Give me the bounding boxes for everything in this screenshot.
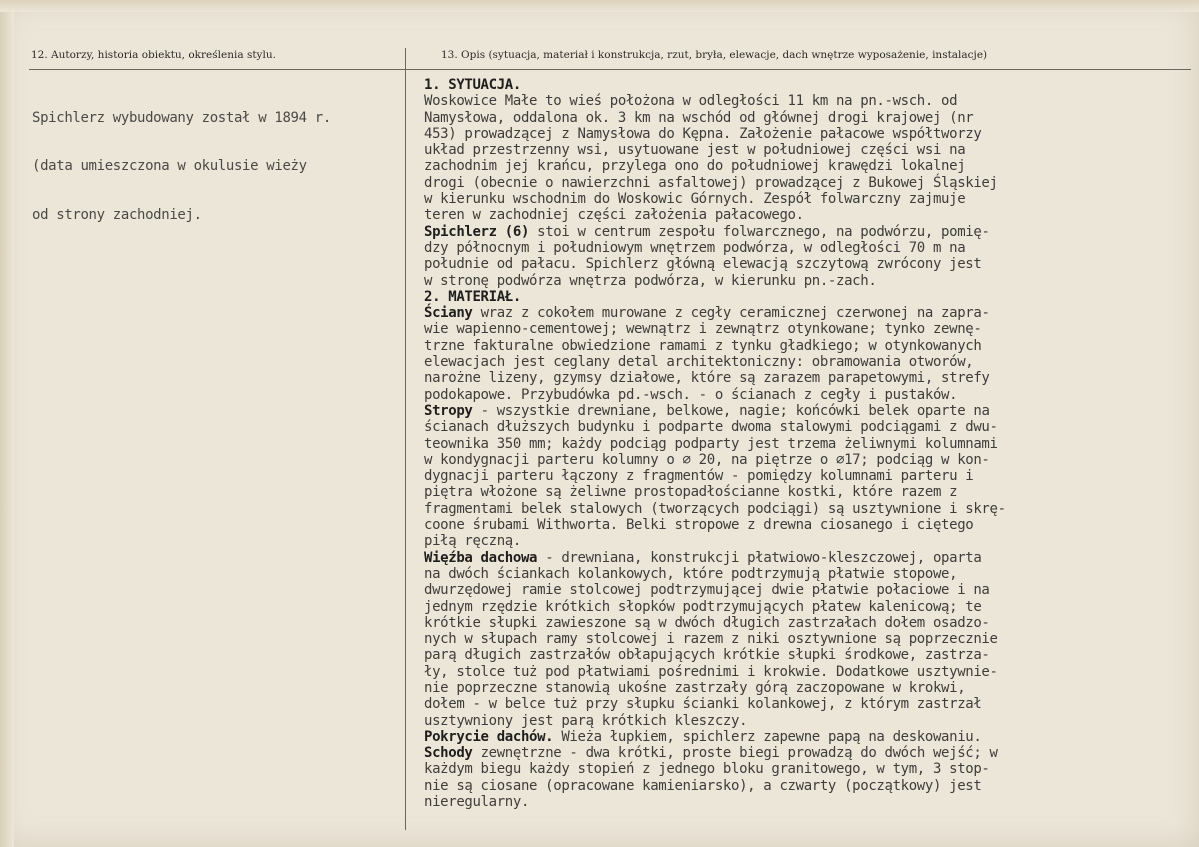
description-keyword: Pokrycie dachów.: [424, 728, 554, 745]
description-line: [424, 517, 1184, 533]
description-line: [424, 550, 1184, 566]
description-run: narożne lizeny, gzymsy działowe, które są zarazem parapetowymi, strefy: [424, 370, 990, 387]
history-line: od strony zachodniej.: [32, 207, 202, 224]
description-run: każdym biegu każdy stopień z jednego bloku granitowego, w tym, 3 stop-: [424, 761, 990, 778]
description-run: Wieża łupkiem, spichlerz zapewne papą na deskowaniu.: [553, 728, 982, 745]
description-keyword: Spichlerz (6): [424, 223, 530, 240]
description-line: [424, 484, 1184, 500]
description-run: na dwóch ściankach kolankowych, które podtrzymują płatwie stopowe,: [424, 565, 958, 582]
description-run: dzy północnym i południowym wnętrzem podwórza, w odległości 70 m na: [424, 239, 966, 256]
description-run: fragmentami belek stalowych (tworzących podciągi) są usztywnione i skrę-: [424, 500, 1006, 517]
description-line: [424, 664, 1184, 680]
paper-edge-left: [0, 0, 14, 847]
description-line: [424, 778, 1184, 794]
description-line: [424, 240, 1184, 256]
description-line: [424, 647, 1184, 663]
description-line: [424, 501, 1184, 517]
description-line: [424, 436, 1184, 452]
description-run: zewnętrzne - dwa krótki, proste biegi prowadzą do dwóch wejść; w: [472, 745, 998, 762]
description-line: [424, 305, 1184, 321]
description-run: krótkie słupki zawieszone są w dwóch długich zastrzałach dołem osadzo-: [424, 614, 990, 631]
description-run: dołem - w belce tuż przy słupku ścianki kolankowej, z którym zastrzał: [424, 696, 982, 713]
header-authors-history: 12. Autorzy, historia obiektu, określenia stylu.: [31, 49, 276, 61]
description-run: w kierunku wschodnim do Woskowic Górnych. Zespół folwarczny zajmuje: [424, 191, 966, 208]
description-keyword: Więźba dachowa: [424, 549, 538, 566]
description-run: piętra włożone są żeliwne prostopadłościanne kostki, które razem z: [424, 484, 958, 501]
description-run: teren w zachodniej części założenia pałacowego.: [424, 207, 804, 224]
description-line: [424, 794, 1184, 810]
description-run: południe od pałacu. Spichlerz główną elewacją szczytową zwrócony jest: [424, 256, 982, 273]
description-line: [424, 680, 1184, 696]
description-line: [424, 338, 1184, 354]
description-line: [424, 289, 1184, 305]
description-run: stoi w centrum zespołu folwarcznego, na podwórzu, pomię-: [529, 223, 990, 240]
description-run: Woskowice Małe to wieś położona w odległości 11 km na pn.-wsch. od: [424, 93, 958, 110]
description-line: [424, 256, 1184, 272]
description-run: układ przestrzenny wsi, usytuowane jest w południowej części wsi na: [424, 142, 966, 159]
description-run: ścianach dłuższych budynku i podparte dwoma stalowymi podciągami z dwu-: [424, 419, 998, 436]
history-text: [32, 77, 404, 256]
description-run: 453) prowadzącej z Namysłowa do Kępna. Założenie pałacowe współtworzy: [424, 125, 982, 142]
description-line: [424, 142, 1184, 158]
description-line: [424, 582, 1184, 598]
description-run: - wszystkie drewniane, belkowe, nagie; końcówki belek oparte na: [472, 402, 990, 419]
description-line: [424, 321, 1184, 337]
description-line: [424, 468, 1184, 484]
description-line: [424, 533, 1184, 549]
description-line: [424, 191, 1184, 207]
description-run: wie wapienno-cementowej; wewnątrz i zewnątrz otynkowane; tynko zewnę-: [424, 321, 982, 338]
description-line: [424, 566, 1184, 582]
description-run: w kondygnacji parteru kolumny o ∅ 20, na piętrze o ∅17; podciąg w kon-: [424, 451, 990, 468]
description-line: [424, 110, 1184, 126]
description-run: piłą ręczną.: [424, 533, 521, 550]
description-run: nieregularny.: [424, 794, 530, 811]
description-line: [424, 175, 1184, 191]
description-run: jednym rzędzie krótkich słopków podtrzymujących płatew kalenicową; te: [424, 598, 982, 615]
description-run: trzne fakturalne obwiedzione ramami z tynku gładkiego; w otynkowanych: [424, 337, 982, 354]
description-keyword: 2. MATERIAŁ.: [424, 288, 521, 305]
description-run: drogi (obecnie o nawierzchni asfaltowej) prowadzącej z Bukowej Śląskiej: [424, 174, 998, 191]
description-line: [424, 207, 1184, 223]
description-line: [424, 370, 1184, 386]
description-line: [424, 93, 1184, 109]
paper-edge-top: [0, 0, 1199, 12]
description-keyword: Ściany: [424, 305, 473, 322]
description-keyword: 1. SYTUACJA.: [424, 77, 521, 93]
header-rule: [29, 69, 1191, 70]
description-line: [424, 631, 1184, 647]
description-run: podokapowe. Przybudówka pd.-wsch. - o ścianach z cegły i pustaków.: [424, 386, 958, 403]
description-keyword: Schody: [424, 745, 473, 762]
description-keyword: Stropy: [424, 402, 473, 419]
description-line: [424, 387, 1184, 403]
description-line: [424, 745, 1184, 761]
description-line: [424, 729, 1184, 745]
description-line: [424, 273, 1184, 289]
header-description: 13. Opis (sytuacja, materiał i konstrukcja, rzut, bryła, elewacje, dach wnętrze wyposażenie, instalacje): [441, 49, 988, 61]
description-run: usztywniony jest parą krótkich kleszczy.: [424, 712, 748, 729]
description-run: zachodnim jej krańcu, przylega ono do południowej krawędzi lokalnej: [424, 158, 966, 175]
description-line: [424, 599, 1184, 615]
history-line: Spichlerz wybudowany został w 1894 r.: [32, 109, 331, 126]
description-line: [424, 126, 1184, 142]
description-run: nie są ciosane (opracowane kamieniarsko), a czwarty (początkowy) jest: [424, 777, 982, 794]
description-run: dwurzędowej ramie stolcowej podtrzymującej dwie płatwie połaciowe i na: [424, 582, 990, 599]
description-text: [424, 77, 1184, 810]
description-run: Namysłowa, oddalona ok. 3 km na wschód od głównej drogi krajowej (nr: [424, 109, 974, 126]
description-run: nych w słupach ramy stolcowej i razem z niki osztywnione są poprzecznie: [424, 631, 998, 648]
description-line: [424, 615, 1184, 631]
description-run: w stronę podwórza wnętrza podwórza, w kierunku pn.-zach.: [424, 272, 877, 289]
description-run: parą długich zastrzałów obłapujących krótkie słupki środkowe, zastrza-: [424, 647, 990, 664]
description-line: [424, 224, 1184, 240]
description-line: [424, 419, 1184, 435]
description-line: [424, 158, 1184, 174]
column-divider: [405, 48, 406, 830]
description-run: nie poprzeczne stanowią ukośne zastrzały górą zaczopowane w krokwi,: [424, 679, 966, 696]
description-run: teownika 350 mm; każdy podciąg podparty jest trzema żeliwnymi kolumnami: [424, 435, 998, 452]
description-run: - drewniana, konstrukcji płatwiowo-kleszczowej, oparta: [537, 549, 982, 566]
description-line: [424, 452, 1184, 468]
description-run: ły, stolce tuż pod płatwiami pośrednimi i krokwie. Dodatkowe usztywnie-: [424, 663, 998, 680]
description-line: [424, 77, 1184, 93]
description-line: [424, 761, 1184, 777]
history-line: (data umieszczona w okulusie wieży: [32, 158, 307, 175]
description-run: elewacjach jest ceglany detal architektoniczny: obramowania otworów,: [424, 354, 974, 371]
description-run: dygnacji parteru łączony z fragmentów - pomiędzy kolumnami parteru i: [424, 468, 974, 485]
description-line: [424, 403, 1184, 419]
description-run: coone śrubami Withworta. Belki stropowe z drewna ciosanego i ciętego: [424, 517, 974, 534]
description-run: wraz z cokołem murowane z cegły ceramicznej czerwonej na zapra-: [472, 305, 990, 322]
description-line: [424, 696, 1184, 712]
description-line: [424, 354, 1184, 370]
description-line: [424, 713, 1184, 729]
